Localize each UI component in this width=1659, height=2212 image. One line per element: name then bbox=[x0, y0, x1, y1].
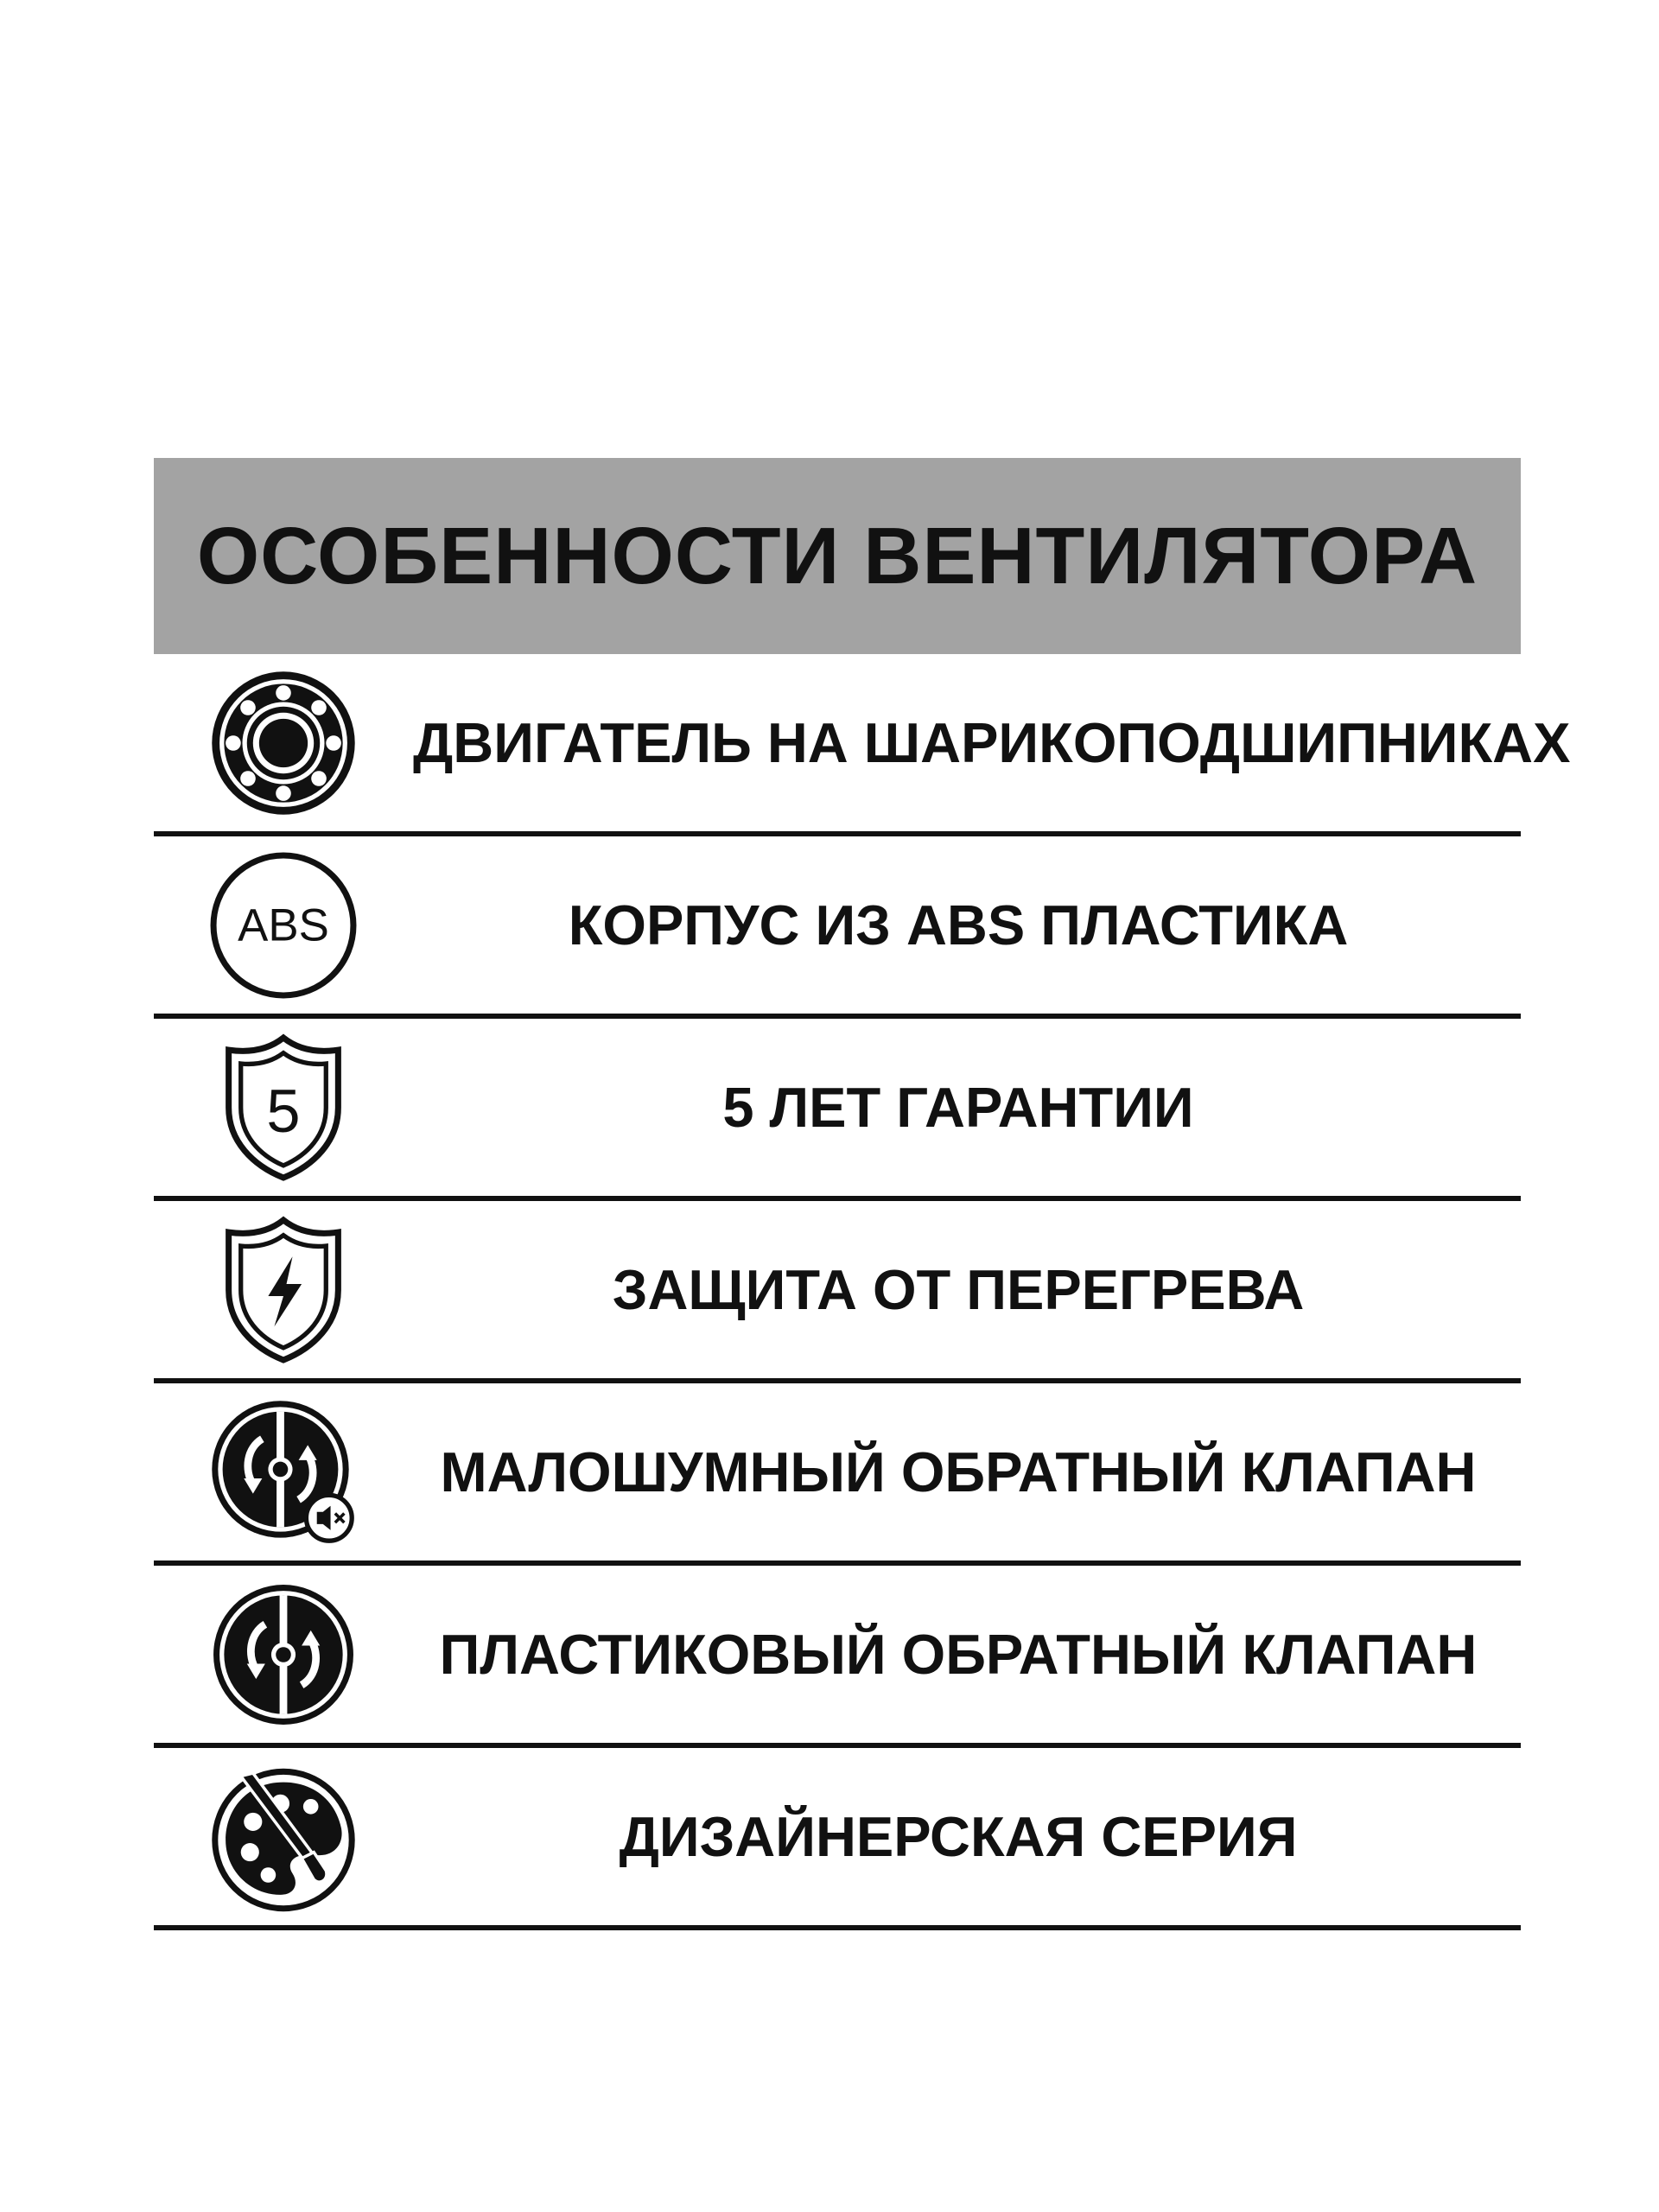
feature-row-abs bbox=[154, 836, 1521, 1019]
feature-label: МАЛОШУМНЫЙ ОБРАТНЫЙ КЛАПАН bbox=[440, 1440, 1477, 1503]
feature-label: ДВИГАТЕЛЬ НА ШАРИКОПОДШИПНИКАХ bbox=[413, 711, 1571, 774]
feature-label: ПЛАСТИКОВЫЙ ОБРАТНЫЙ КЛАПАН bbox=[439, 1623, 1478, 1686]
ball-bearing-icon bbox=[154, 654, 413, 831]
features-header bbox=[154, 458, 1521, 654]
warranty-shield-icon bbox=[154, 1019, 413, 1196]
overheat-shield-icon bbox=[154, 1201, 413, 1378]
features-panel bbox=[154, 458, 1571, 1930]
check-valve-icon bbox=[154, 1566, 413, 1743]
feature-label: ДИЗАЙНЕРСКАЯ СЕРИЯ bbox=[619, 1805, 1298, 1868]
feature-row-designer bbox=[154, 1748, 1521, 1930]
abs-icon-text: ABS bbox=[238, 899, 329, 951]
feature-row-overheat bbox=[154, 1201, 1521, 1383]
feature-row-silent-valve bbox=[154, 1383, 1521, 1566]
features-list bbox=[154, 654, 1571, 1930]
feature-row-warranty bbox=[154, 1019, 1521, 1201]
feature-label: КОРПУС ИЗ ABS ПЛАСТИКА bbox=[568, 893, 1349, 957]
abs-plastic-icon bbox=[154, 836, 413, 1014]
feature-row-check-valve bbox=[154, 1566, 1521, 1748]
palette-icon bbox=[154, 1748, 413, 1925]
feature-row-bearing bbox=[154, 654, 1571, 836]
feature-label: ЗАЩИТА ОТ ПЕРЕГРЕВА bbox=[612, 1258, 1305, 1321]
feature-label: 5 ЛЕТ ГАРАНТИИ bbox=[722, 1076, 1194, 1139]
page-title: ОСОБЕННОСТИ ВЕНТИЛЯТОРА bbox=[196, 511, 1478, 601]
silent-valve-icon bbox=[154, 1383, 413, 1560]
warranty-icon-text: 5 bbox=[266, 1076, 301, 1145]
